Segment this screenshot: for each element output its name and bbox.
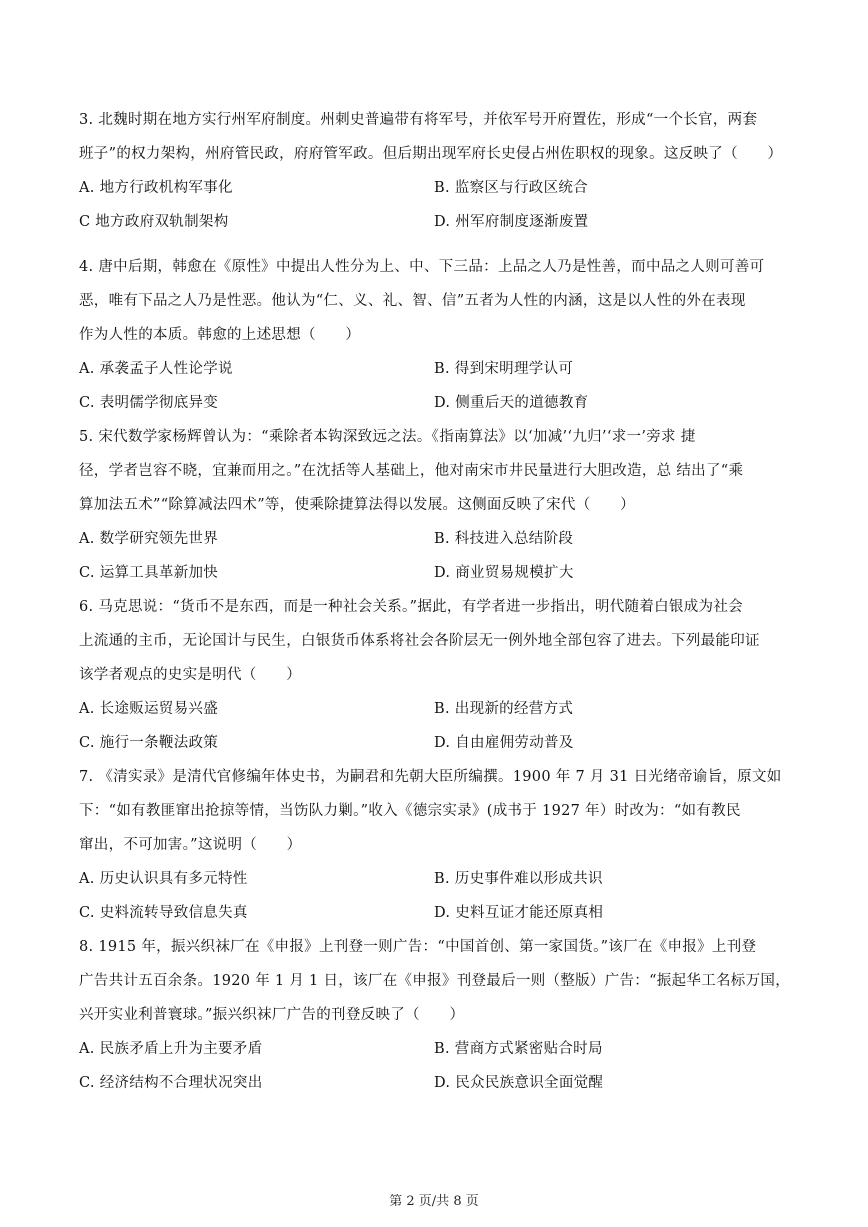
page-number: 第 2 页/共 8 页 — [389, 1194, 479, 1209]
stem-line: 兴开实业利普寰球。”振兴织袜厂广告的刊登反映了（ ） — [79, 1007, 465, 1023]
option-d: D. 史料互证才能还原真相 — [434, 905, 604, 921]
option-b: B. 科技进入总结阶段 — [434, 531, 574, 547]
option-a: A. 长途贩运贸易兴盛 — [79, 701, 218, 717]
stem-line: 上流通的主币，无论国计与民生，白银货币体系将社会各阶层无一例外地全部包容了进去。下列最能印证 — [79, 633, 760, 649]
stem-line: 恶，唯有下品之人乃是性恶。他认为“仁、义、礼、智、信”五者为人性的内涵，这是以人性的外在表现 — [79, 293, 746, 309]
option-d: D. 商业贸易规模扩大 — [434, 565, 574, 581]
question-stem — [79, 930, 799, 1032]
question-5 — [79, 420, 799, 590]
stem-line: 下：“如有教匪窜出抢掠等情，当饬队力剿。”收入《德宗实录》(成书于 1927 年）时改为：“如有教民 — [79, 803, 741, 819]
question-8 — [79, 930, 799, 1100]
question-7 — [79, 760, 799, 930]
option-b: B. 得到宋明理学认可 — [434, 361, 574, 377]
options — [79, 352, 799, 420]
stem-line: 该学者观点的史实是明代（ ） — [79, 667, 301, 683]
question-3 — [79, 103, 799, 239]
stem-line: 窜出，不可加害。”这说明（ ） — [79, 837, 302, 853]
stem-line: 6. 马克思说：“货币不是东西，而是一种社会关系。”据此，有学者进一步指出，明代随着白银成为社会 — [79, 599, 743, 615]
option-b: B. 营商方式紧密贴合时局 — [434, 1041, 603, 1057]
option-c: C. 史料流转导致信息失真 — [79, 905, 248, 921]
question-6 — [79, 590, 799, 760]
question-stem — [79, 760, 799, 862]
option-d: D. 自由雇佣劳动普及 — [434, 735, 574, 751]
stem-line: 径，学者岂容不晓，宜兼而用之。”在沈括等人基础上，他对南宋市井民量进行大胆改造，总 结出了“乘 — [79, 463, 744, 479]
options — [79, 171, 799, 239]
option-c: C. 表明儒学彻底异变 — [79, 395, 219, 411]
option-b: B. 历史事件难以形成共识 — [434, 871, 603, 887]
options — [79, 692, 799, 760]
option-d: D. 民众民族意识全面觉醒 — [434, 1075, 604, 1091]
question-stem — [79, 590, 799, 692]
stem-line: 7. 《清实录》是清代官修编年体史书，为嗣君和先朝大臣所编撰。1900 年 7 月 31 日光绪帝谕旨，原文如 — [79, 769, 782, 785]
question-4 — [79, 250, 799, 420]
options — [79, 522, 799, 590]
option-d: D. 侧重后天的道德教育 — [434, 395, 589, 411]
stem-line: 4. 唐中后期，韩愈在《原性》中提出人性分为上、中、下三品：上品之人乃是性善，而中品之人则可善可 — [79, 259, 765, 275]
stem-line: 广告共计五百余条。1920 年 1 月 1 日，该厂在《申报》刊登最后一则（整版）广告：“振起华工名标万国， — [79, 973, 791, 989]
option-b: B. 出现新的经营方式 — [434, 701, 574, 717]
option-d: D. 州军府制度逐渐废置 — [434, 214, 589, 230]
question-stem — [79, 103, 799, 171]
stem-line: 班子”的权力架构，州府管民政，府府管军政。但后期出现军府长史侵占州佐职权的现象。这反映了（ ） — [79, 146, 783, 162]
question-stem — [79, 420, 799, 522]
option-a: A. 数学研究领先世界 — [79, 531, 218, 547]
question-stem — [79, 250, 799, 352]
option-a: A. 民族矛盾上升为主要矛盾 — [79, 1041, 263, 1057]
option-c: C. 经济结构不合理状况突出 — [79, 1075, 263, 1091]
options — [79, 1032, 799, 1100]
stem-line: 算加法五术”“除算减法四术”等，使乘除捷算法得以发展。这侧面反映了宋代（ ） — [79, 497, 635, 513]
option-b: B. 监察区与行政区统合 — [434, 180, 588, 196]
stem-line: 3. 北魏时期在地方实行州军府制度。州刺史普遍带有将军号，并依军号开府置佐，形成“一个长官，两套 — [79, 112, 758, 128]
options — [79, 862, 799, 930]
option-c: C 地方政府双轨制架构 — [79, 214, 229, 230]
option-c: C. 运算工具革新加快 — [79, 565, 219, 581]
stem-line: 8. 1915 年，振兴织袜厂在《申报》上刊登一则广告：“中国首创、第一家国货。”该厂在《申报》上刊登 — [79, 939, 757, 955]
option-a: A. 承袭孟子人性论学说 — [79, 361, 233, 377]
stem-line: 5. 宋代数学家杨辉曾认为：“乘除者本钩深致远之法。《指南算法》以‘加减’‘九归’‘求一’旁求 捷 — [79, 429, 696, 445]
option-a: A. 地方行政机构军事化 — [79, 180, 233, 196]
stem-line: 作为人性的本质。韩愈的上述思想（ ） — [79, 327, 361, 343]
option-a: A. 历史认识具有多元特性 — [79, 871, 248, 887]
option-c: C. 施行一条鞭法政策 — [79, 735, 219, 751]
